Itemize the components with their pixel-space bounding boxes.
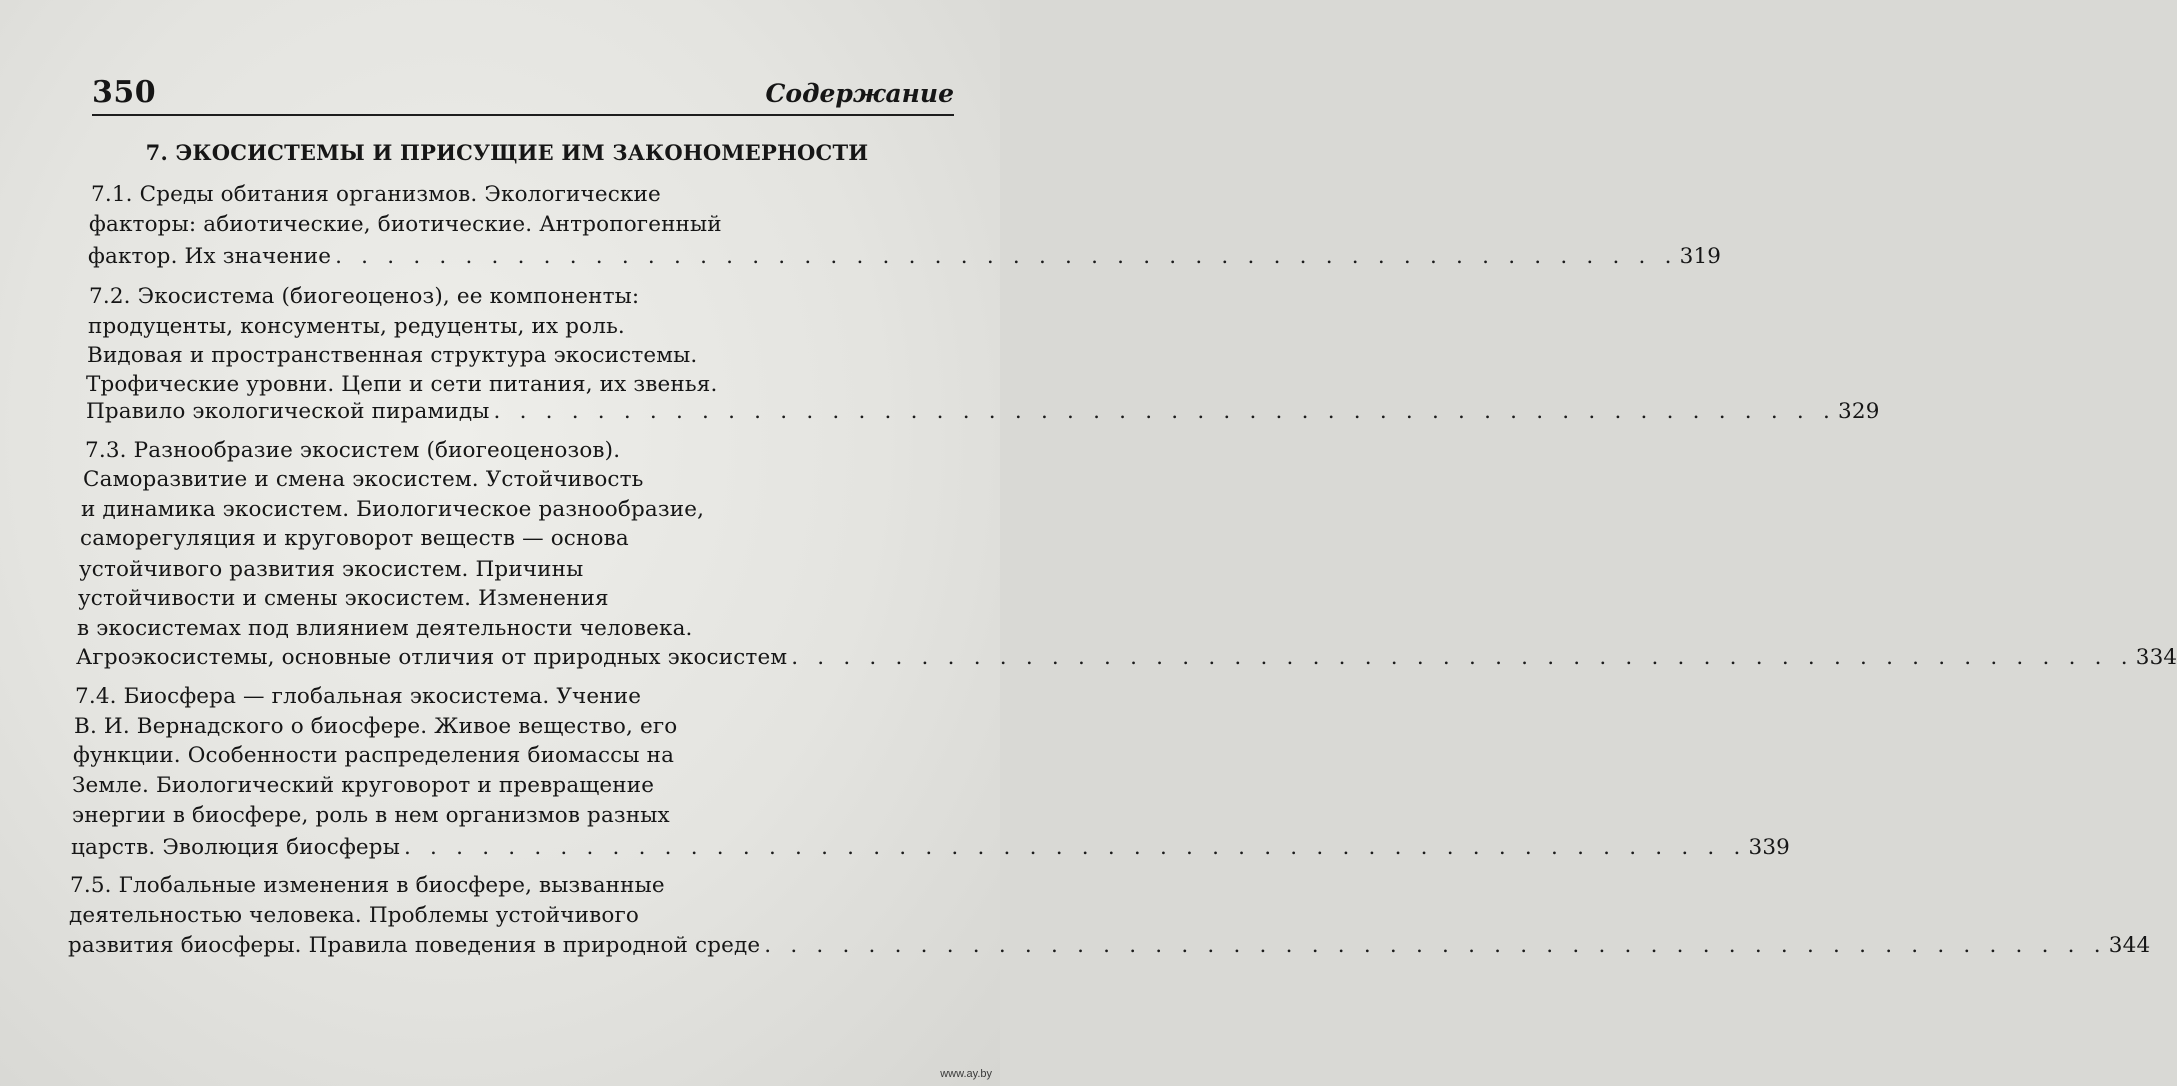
toc-line: деятельностью человека. Проблемы устойчивого	[69, 903, 639, 928]
toc-line: 7.2. Экосистема (биогеоценоз), ее компоненты:	[89, 284, 640, 309]
toc-line-with-page	[76, 643, 2177, 673]
leader-dots: . . . . . . . . . . . . . . . . . . . . . . . . . . . . . . . . . . . . . . . . . . . . . . . . . . . .	[764, 933, 2107, 958]
running-title: Содержание	[765, 79, 954, 108]
toc-line: 7.4. Биосфера — глобальная экосистема. Учение	[75, 684, 642, 709]
page-ref: 334	[2135, 645, 2177, 670]
page-ref: 344	[2108, 933, 2151, 958]
leader-dots: . . . . . . . . . . . . . . . . . . . . . . . . . . . . . . . . . . . . . . . . . . . . . . . . . . . .	[493, 399, 1837, 424]
chapter-title: 7. ЭКОСИСТЕМЫ И ПРИСУЩИЕ ИМ ЗАКОНОМЕРНОСТИ	[145, 140, 869, 165]
toc-line: Земле. Биологический круговорот и превращение	[72, 773, 655, 798]
toc-line: Правило экологической пирамиды	[86, 399, 490, 424]
toc-line: функции. Особенности распределения биомассы на	[73, 743, 675, 768]
toc-line-with-page	[86, 397, 1880, 427]
toc-line: царств. Эволюция биосферы	[71, 835, 400, 860]
toc-line-with-page	[88, 242, 1722, 272]
toc-line: развития биосферы. Правила поведения в природной среде	[68, 933, 761, 958]
toc-line: Агроэкосистемы, основные отличия от природных экосистем	[76, 645, 788, 670]
toc-line: 7.1. Среды обитания организмов. Экологические	[91, 182, 661, 207]
toc-line: в экосистемах под влиянием деятельности человека.	[77, 616, 693, 641]
toc-line: саморегуляция и круговорот веществ — основа	[80, 526, 629, 551]
toc-line: Трофические уровни. Цепи и сети питания, их звенья.	[86, 372, 718, 397]
toc-line: устойчивого развития экосистем. Причины	[79, 557, 584, 582]
toc-line: продуценты, консументы, редуценты, их роль.	[88, 314, 625, 339]
toc-line: фактор. Их значение	[88, 244, 332, 269]
toc-line: Саморазвитие и смена экосистем. Устойчивость	[83, 467, 644, 492]
toc-line: энергии в биосфере, роль в нем организмов разных	[72, 803, 670, 828]
toc-line: и динамика экосистем. Биологическое разнообразие,	[81, 497, 705, 522]
page-ref: 319	[1679, 244, 1722, 269]
page-ref: 339	[1748, 835, 1791, 860]
toc-line: В. И. Вернадского о биосфере. Живое вещество, его	[74, 714, 678, 739]
leader-dots: . . . . . . . . . . . . . . . . . . . . . . . . . . . . . . . . . . . . . . . . . . . . . . . . . . . .	[791, 645, 2134, 670]
leader-dots: . . . . . . . . . . . . . . . . . . . . . . . . . . . . . . . . . . . . . . . . . . . . . . . . . . . .	[335, 244, 1678, 269]
toc-line: 7.5. Глобальные изменения в биосфере, вызванные	[70, 873, 665, 898]
page-header	[92, 74, 954, 116]
toc-line: Видовая и пространственная структура экосистемы.	[87, 343, 698, 368]
watermark: www.ay.by	[940, 1068, 992, 1080]
toc-line: устойчивости и смены экосистем. Изменения	[78, 586, 609, 611]
toc-line: факторы: абиотические, биотические. Антропогенный	[89, 212, 722, 237]
page-ref: 329	[1838, 399, 1880, 424]
toc-line-with-page	[68, 931, 2151, 961]
leader-dots: . . . . . . . . . . . . . . . . . . . . . . . . . . . . . . . . . . . . . . . . . . . . . . . . . . . .	[403, 835, 1747, 860]
toc-line: 7.3. Разнообразие экосистем (биогеоценозов).	[85, 438, 621, 463]
toc-line-with-page	[71, 833, 1791, 863]
page-number: 350	[92, 75, 157, 110]
